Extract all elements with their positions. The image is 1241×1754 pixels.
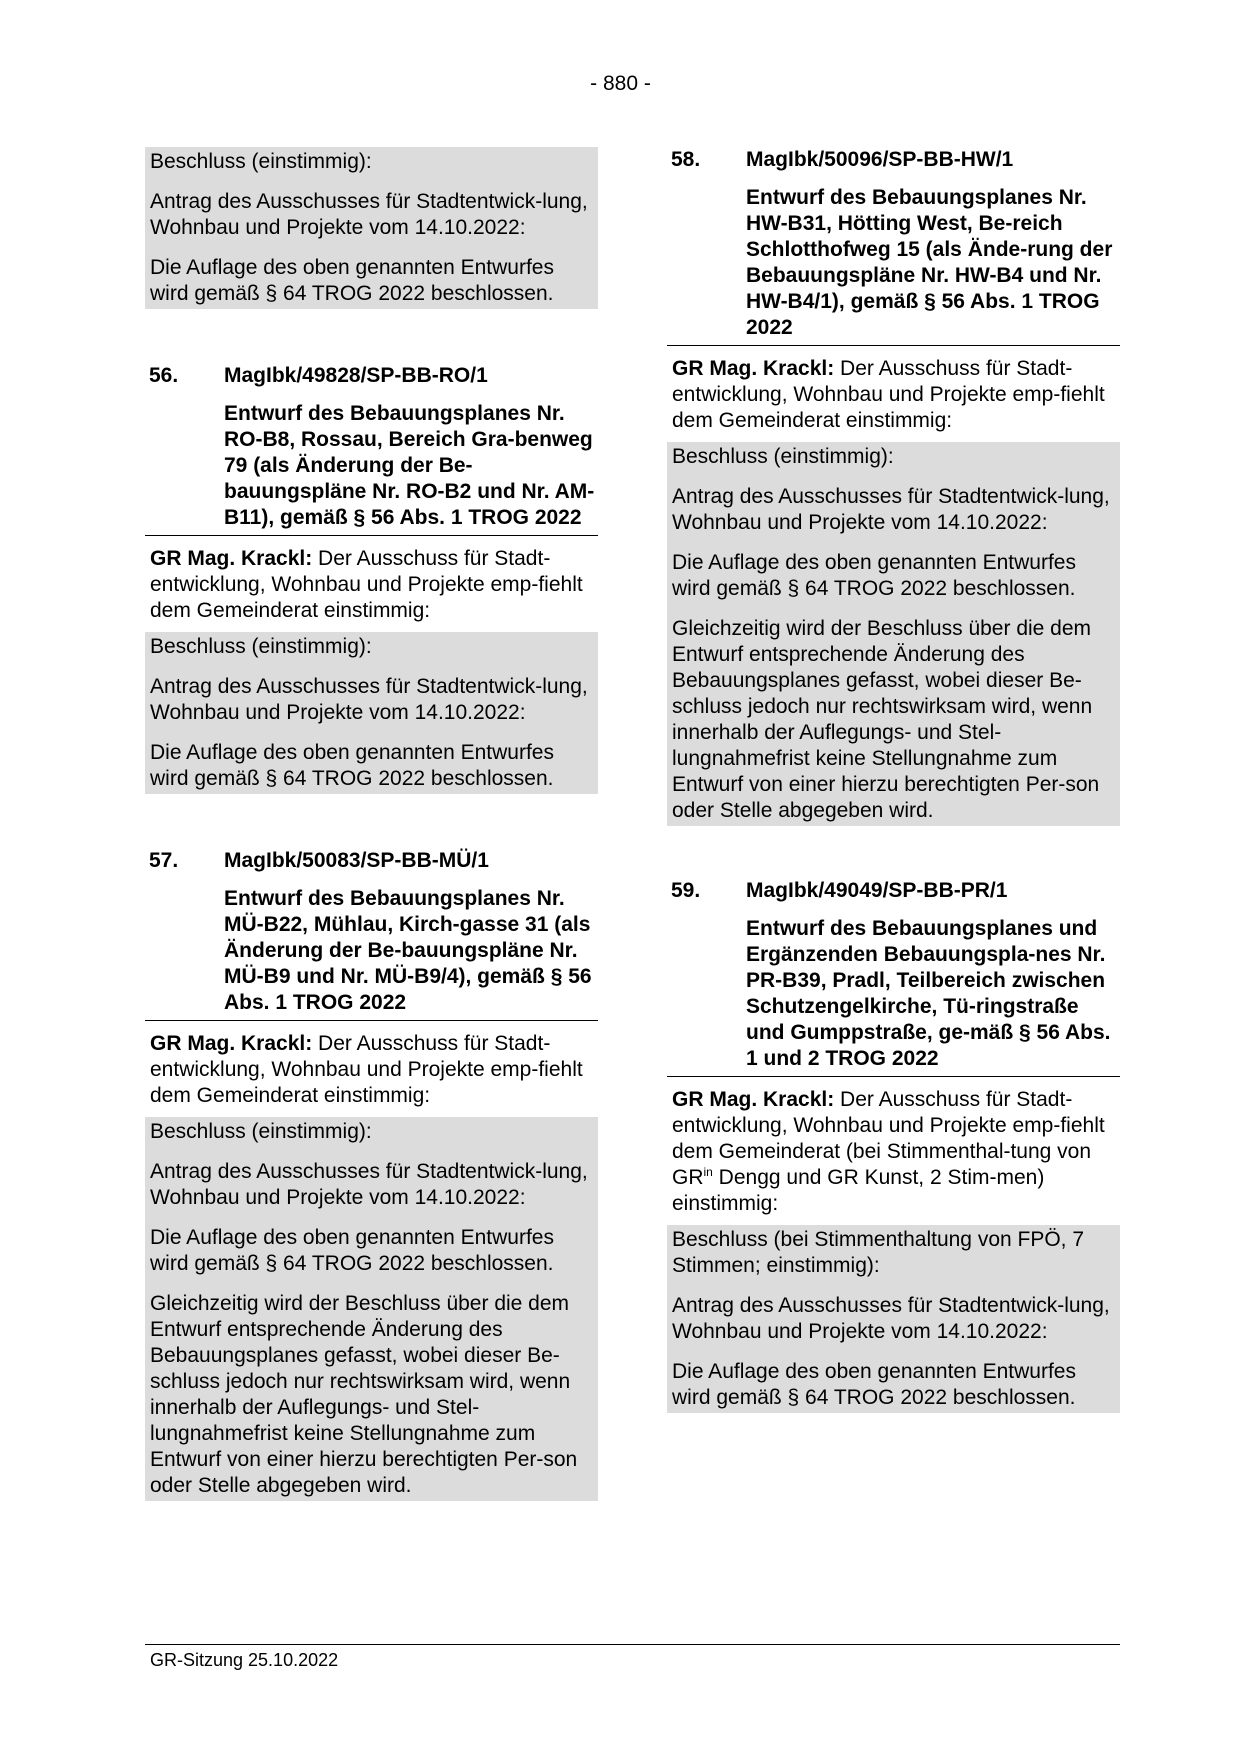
footer-text: GR-Sitzung 25.10.2022	[150, 1650, 339, 1670]
resolution-line: Beschluss (einstimmig):	[150, 1120, 372, 1143]
item-heading	[667, 147, 1120, 173]
resolution-block	[667, 1225, 1120, 1413]
resolution-line: Antrag des Ausschusses für Stadtentwick-lung, Wohnbau und Projekte vom 14.10.2022:	[150, 675, 588, 724]
speaker-name: GR Mag. Krackl:	[672, 1088, 835, 1111]
item-heading	[145, 848, 598, 874]
item-code: MagIbk/50083/SP-BB-MÜ/1	[224, 849, 489, 872]
speech-paragraph	[667, 346, 1120, 442]
superscript: in	[703, 1165, 713, 1179]
footer-divider	[145, 1644, 1120, 1645]
resolution-line: Beschluss (bei Stimmenthaltung von FPÖ, 7 Stimmen; einstimmig):	[672, 1228, 1085, 1277]
item-heading	[145, 363, 598, 389]
resolution-block	[145, 1117, 598, 1501]
speech-text: Der Ausschuss für Stadt-entwicklung, Wohnbau und Projekte emp-fiehlt dem Gemeinderat einstimmig:	[672, 357, 1105, 432]
item-code: MagIbk/49828/SP-BB-RO/1	[224, 364, 488, 387]
page-number: - 880 -	[590, 72, 651, 95]
agenda-item-57	[145, 848, 598, 1501]
resolution-line: Gleichzeitig wird der Beschluss über die dem Entwurf entsprechende Änderung des Bebauungsplanes gefasst, wobei dieser Be-schluss jedoch nur rechtswirksam wird, wenn innerhalb der Auflegungs- und Stel-lungnahmefrist keine Stellungnahme zum Entwurf von einer hierzu berechtigten Per-son oder Stelle abgegeben wird.	[150, 1292, 578, 1497]
resolution-line: Gleichzeitig wird der Beschluss über die dem Entwurf entsprechende Änderung des Bebauungsplanes gefasst, wobei dieser Be-schluss jedoch nur rechtswirksam wird, wenn innerhalb der Auflegungs- und Stel-lungnahmefrist keine Stellungnahme zum Entwurf von einer hierzu berechtigten Per-son oder Stelle abgegeben wird.	[672, 617, 1100, 822]
resolution-line: Antrag des Ausschusses für Stadtentwick-lung, Wohnbau und Projekte vom 14.10.2022:	[150, 190, 588, 239]
resolution-line: Beschluss (einstimmig):	[672, 445, 894, 468]
right-column	[667, 147, 1120, 1413]
resolution-block	[145, 147, 598, 309]
resolution-line: Die Auflage des oben genannten Entwurfes wird gemäß § 64 TROG 2022 beschlossen.	[150, 256, 554, 305]
agenda-item-56	[145, 363, 598, 794]
item-heading	[667, 878, 1120, 904]
resolution-line: Beschluss (einstimmig):	[150, 635, 372, 658]
item-number: 56.	[149, 364, 179, 387]
resolution-line: Die Auflage des oben genannten Entwurfes wird gemäß § 64 TROG 2022 beschlossen.	[150, 1226, 554, 1275]
resolution-line: Die Auflage des oben genannten Entwurfes wird gemäß § 64 TROG 2022 beschlossen.	[150, 741, 554, 790]
left-column	[145, 147, 598, 1501]
item-number: 59.	[671, 879, 701, 902]
speaker-name: GR Mag. Krackl:	[150, 547, 313, 570]
speech-text: Der Ausschuss für Stadt-entwicklung, Wohnbau und Projekte emp-fiehlt dem Gemeinderat einstimmig:	[150, 547, 583, 622]
item-code: MagIbk/49049/SP-BB-PR/1	[746, 879, 1008, 902]
speech-text: Der Ausschuss für Stadt-entwicklung, Wohnbau und Projekte emp-fiehlt dem Gemeinderat (bei Stimmenthal-tung von GR	[672, 1088, 1105, 1189]
item-number: 57.	[149, 849, 179, 872]
speech-text: Der Ausschuss für Stadt-entwicklung, Wohnbau und Projekte emp-fiehlt dem Gemeinderat einstimmig:	[150, 1032, 583, 1107]
resolution-block	[145, 632, 598, 794]
speech-paragraph	[145, 536, 598, 632]
resolution-line: Antrag des Ausschusses für Stadtentwick-lung, Wohnbau und Projekte vom 14.10.2022:	[150, 1160, 588, 1209]
speech-paragraph	[145, 1021, 598, 1117]
agenda-item-58	[667, 147, 1120, 826]
item-number: 58.	[671, 148, 701, 171]
speaker-name: GR Mag. Krackl:	[150, 1032, 313, 1055]
resolution-line: Die Auflage des oben genannten Entwurfes wird gemäß § 64 TROG 2022 beschlossen.	[672, 551, 1076, 600]
resolution-line: Antrag des Ausschusses für Stadtentwick-lung, Wohnbau und Projekte vom 14.10.2022:	[672, 485, 1110, 534]
resolution-block	[667, 442, 1120, 826]
agenda-item-59	[667, 878, 1120, 1413]
resolution-line: Die Auflage des oben genannten Entwurfes wird gemäß § 64 TROG 2022 beschlossen.	[672, 1360, 1076, 1409]
speech-paragraph	[667, 1077, 1120, 1225]
item-title: Entwurf des Bebauungsplanes Nr. MÜ-B22, Mühlau, Kirch-gasse 31 (als Änderung der Be-bauungspläne Nr. MÜ-B9 und Nr. MÜ-B9/4), gemäß § 56 Abs. 1 TROG 2022	[145, 886, 598, 1021]
resolution-line: Beschluss (einstimmig):	[150, 150, 372, 173]
resolution-line: Antrag des Ausschusses für Stadtentwick-lung, Wohnbau und Projekte vom 14.10.2022:	[672, 1294, 1110, 1343]
item-title: Entwurf des Bebauungsplanes Nr. HW-B31, Hötting West, Be-reich Schlotthofweg 15 (als Ände-rung der Bebauungspläne Nr. HW-B4 und Nr. HW-B4/1), gemäß § 56 Abs. 1 TROG 2022	[667, 185, 1120, 346]
speech-text: Dengg und GR Kunst, 2 Stim-men) einstimmig:	[672, 1166, 1045, 1215]
speaker-name: GR Mag. Krackl:	[672, 357, 835, 380]
item-title: Entwurf des Bebauungsplanes Nr. RO-B8, Rossau, Bereich Gra-benweg 79 (als Änderung der Be-bauungspläne Nr. RO-B2 und Nr. AM-B11), gemäß § 56 Abs. 1 TROG 2022	[145, 401, 598, 536]
item-title: Entwurf des Bebauungsplanes und Ergänzenden Bebauungspla-nes Nr. PR-B39, Pradl, Teilbereich zwischen Schutzengelkirche, Tü-ringstraße und Gumppstraße, ge-mäß § 56 Abs. 1 und 2 TROG 2022	[667, 916, 1120, 1077]
item-code: MagIbk/50096/SP-BB-HW/1	[746, 148, 1014, 171]
